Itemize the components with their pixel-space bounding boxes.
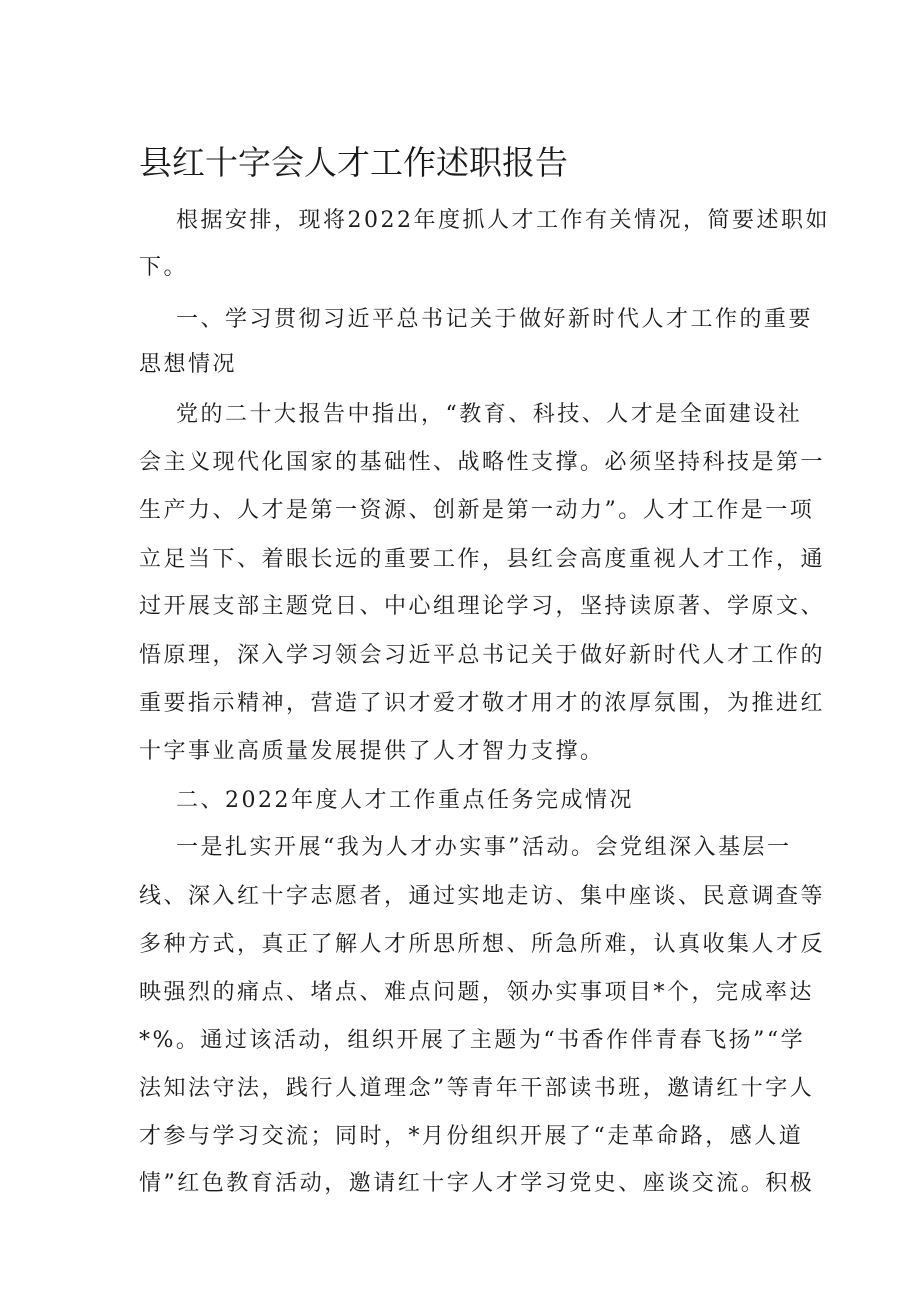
section-heading-line: 思想情况 [139,352,238,377]
paragraph-line: 才参与学习交流；同时，*月份组织开展了“走革命路，感人道 [139,1124,804,1149]
section-heading-line: 二、2022年度人才工作重点任务完成情况 [176,788,634,813]
paragraph-line: 情”红色教育活动，邀请红十字人才学习党史、座谈交流。积极 [139,1171,815,1196]
paragraph-line: 线、深入红十字志愿者，通过实地走访、集中座谈、民意调查等 [139,884,826,909]
paragraph-line: 立足当下、着眼长远的重要工作，县红会高度重视人才工作，通 [139,547,826,572]
paragraph-line: 重要指示精神，营造了识才爱才敬才用才的浓厚氛围，为推进红 [139,691,826,716]
paragraph-line: 过开展支部主题党日、中心组理论学习，坚持读原著、学原文、 [139,594,826,619]
paragraph-line: 悟原理，深入学习领会习近平总书记关于做好新时代人才工作的 [139,643,826,668]
paragraph-line: 多种方式，真正了解人才所思所想、所急所难，认真收集人才反 [139,932,826,957]
paragraph-line: 根据安排，现将2022年度抓人才工作有关情况，简要述职如 [176,208,830,233]
paragraph-line: 生产力、人才是第一资源、创新是第一动力”。人才工作是一项 [139,498,815,523]
section-heading-line: 一、学习贯彻习近平总书记关于做好新时代人才工作的重要 [176,307,814,332]
paragraph-line: 党的二十大报告中指出，“教育、科技、人才是全面建设社 [176,402,803,427]
paragraph-line: *%。通过该活动，组织开展了主题为“书香作伴青春飞扬”“学 [139,1028,806,1053]
paragraph-line: 下。 [139,255,189,280]
document-title: 县红十字会人才工作述职报告 [139,143,568,182]
paragraph-line: 十字事业高质量发展提供了人才智力支撑。 [139,739,605,764]
paragraph-line: 法知法守法，践行人道理念”等青年干部读书班，邀请红十字人 [139,1076,815,1101]
paragraph-line: 映强烈的痛点、堵点、难点问题，领办实事项目*个，完成率达 [139,980,815,1005]
paragraph-line: 会主义现代化国家的基础性、战略性支撑。必须坚持科技是第一 [139,450,826,475]
paragraph-line: 一是扎实开展“我为人才办实事”活动。会党组深入基层一 [176,835,792,860]
